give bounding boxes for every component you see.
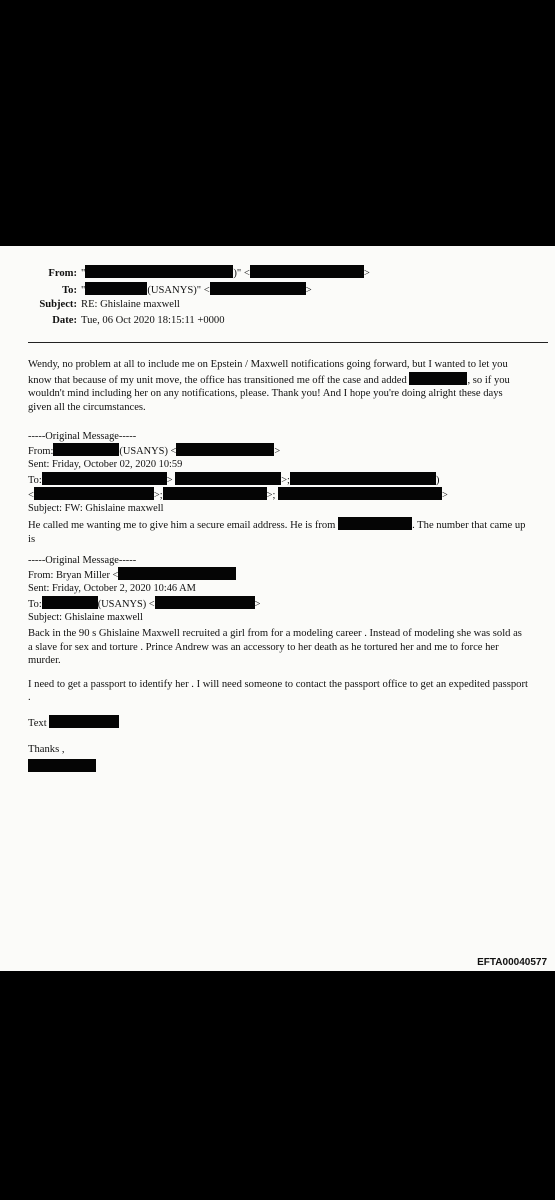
from-label: From: — [48, 268, 77, 279]
redaction — [176, 443, 274, 456]
redaction — [118, 567, 236, 580]
orig2-body — [28, 627, 528, 775]
date-value: Tue, 06 Oct 2020 18:15:11 +0000 — [81, 315, 225, 326]
orig2-signature — [28, 759, 528, 775]
message-divider: -----Original Message----- — [28, 431, 137, 442]
orig1-sent: Sent: Friday, October 02, 2020 10:59 — [28, 459, 183, 471]
original-message-1-header — [28, 430, 448, 515]
redaction — [85, 265, 233, 278]
date-label: Date: — [52, 315, 77, 326]
orig2-paragraph-1: Back in the 90 s Ghislaine Maxwell recruited a girl from for a modeling career . Instead of modeling she was sold as a slave for sex and torture . Prince Andrew was an accessory to her death as he tortured her and me to force her murder. — [28, 628, 522, 667]
orig2-sent: Sent: Friday, October 2, 2020 10:46 AM — [28, 583, 196, 595]
redaction — [42, 596, 98, 609]
header-from: From: " )" < > — [0, 265, 370, 280]
redaction — [163, 487, 267, 500]
message-divider: -----Original Message----- — [28, 555, 137, 566]
bates-stamp: EFTA00040577 — [477, 957, 547, 968]
redaction — [34, 487, 154, 500]
subject-label: Subject: — [39, 299, 77, 310]
orig1-subject: Subject: FW: Ghislaine maxwell — [28, 503, 164, 515]
redaction — [175, 472, 281, 485]
redaction — [53, 443, 119, 456]
orig2-from: From: Bryan Miller < — [28, 567, 261, 582]
orig1-cc: < >; >; > — [28, 487, 448, 502]
orig2-paragraph-2: I need to get a passport to identify her . I will need someone to contact the passport office to get an expedited passport . — [28, 678, 528, 704]
redaction — [278, 487, 442, 500]
redaction — [85, 282, 147, 295]
header-to: To: " (USANYS)" < > — [0, 282, 312, 297]
redaction — [290, 472, 436, 485]
redaction — [210, 282, 306, 295]
subject-value: RE: Ghislaine maxwell — [81, 299, 180, 310]
redaction — [250, 265, 364, 278]
reply-body — [28, 358, 528, 414]
document-page — [0, 246, 555, 971]
orig1-from: From: (USANYS) < > — [28, 443, 448, 458]
orig2-thanks: Thanks , — [28, 743, 65, 755]
original-message-2-header — [28, 554, 261, 624]
redaction — [42, 472, 167, 485]
orig2-to: To: (USANYS) < > — [28, 596, 261, 611]
redaction — [155, 596, 255, 609]
redaction — [28, 759, 96, 772]
orig1-to: To: > >; ) — [28, 472, 448, 487]
orig2-text-line: Text — [28, 715, 528, 731]
redaction — [338, 517, 412, 530]
to-label: To: — [62, 285, 77, 296]
redaction — [409, 372, 467, 385]
header-rule — [28, 342, 548, 343]
redaction — [49, 715, 119, 728]
header-date — [0, 314, 225, 327]
reply-paragraph: Wendy, no problem at all to include me on Epstein / Maxwell notifications going forward, but I wanted to let you know that because of my unit move, the office has transitioned me off the case and added , so if you wouldn't mind including her on any notifications, please. Thank you! And I hope you're doing alright these days given all the circumstances. — [28, 359, 510, 413]
header-subject — [0, 298, 180, 311]
orig1-body: He called me wanting me to give him a secure email address. He is from . The number that came up is — [28, 517, 528, 546]
orig2-subject: Subject: Ghislaine maxwell — [28, 611, 143, 623]
